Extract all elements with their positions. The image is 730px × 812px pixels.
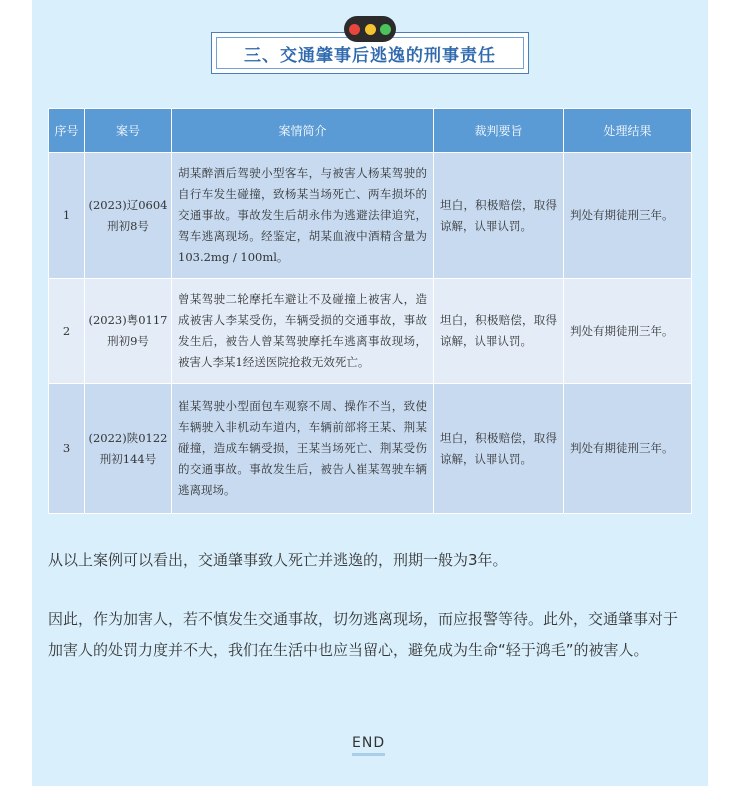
table-row xyxy=(49,153,692,279)
end-marker: END xyxy=(352,735,385,756)
cell-result: 判处有期徒刑三年。 xyxy=(564,384,692,514)
green-light xyxy=(380,24,391,35)
case-table xyxy=(48,108,692,514)
table-header-row xyxy=(49,109,692,153)
cell-gist: 坦白，积极赔偿，取得谅解，认罪认罚。 xyxy=(434,279,564,384)
cell-summary: 曾某驾驶二轮摩托车避让不及碰撞上被害人，造成被害人李某受伤，车辆受损的交通事故，事故发生后，被告人曾某驾驶摩托车逃离事故现场，被害人李某1经送医院抢救无效死亡。 xyxy=(172,279,434,384)
cell-case-no: (2022)陕0122刑初144号 xyxy=(85,384,172,514)
section-title: 三、交通肇事后逃逸的刑事责任 xyxy=(216,37,524,69)
header-gist: 裁判要旨 xyxy=(434,109,564,153)
cell-num: 3 xyxy=(49,384,85,514)
header-result: 处理结果 xyxy=(564,109,692,153)
cell-case-no: (2023)辽0604刑初8号 xyxy=(85,153,172,279)
cell-gist: 坦白，积极赔偿，取得谅解，认罪认罚。 xyxy=(434,153,564,279)
cell-num: 2 xyxy=(49,279,85,384)
red-light xyxy=(349,24,360,35)
cell-case-no: (2023)粤0117刑初9号 xyxy=(85,279,172,384)
cell-result: 判处有期徒刑三年。 xyxy=(564,153,692,279)
cell-summary: 崔某驾驶小型面包车观察不周、操作不当，致使车辆驶入非机动车道内，车辆前部将王某、荆某碰撞，造成车辆受损，王某当场死亡、荆某受伤的交通事故。事故发生后，被告人崔某驾驶车辆逃离现场。 xyxy=(172,384,434,514)
table-row xyxy=(49,384,692,514)
cell-num: 1 xyxy=(49,153,85,279)
paragraph-conclusion: 从以上案例可以看出，交通肇事致人死亡并逃逸的，刑期一般为3年。 xyxy=(48,551,508,569)
cell-result: 判处有期徒刑三年。 xyxy=(564,279,692,384)
header-case-no: 案号 xyxy=(85,109,172,153)
yellow-light xyxy=(365,24,376,35)
header-summary: 案情简介 xyxy=(172,109,434,153)
traffic-light-icon xyxy=(344,16,396,42)
paragraph-advice: 因此，作为加害人，若不慎发生交通事故，切勿逃离现场，而应报警等待。此外，交通肇事对于加害人的处罚力度并不大，我们在生活中也应当留心，避免成为生命“轻于鸿毛”的被害人。 xyxy=(48,610,679,659)
table-row xyxy=(49,279,692,384)
cell-summary: 胡某醉酒后驾驶小型客车，与被害人杨某驾驶的自行车发生碰撞，致杨某当场死亡、两车损坏的交通事故。事故发生后胡永伟为逃避法律追究，驾车逃离现场。经鉴定，胡某血液中酒精含量为103.2mg / 100ml。 xyxy=(172,153,434,279)
cell-gist: 坦白，积极赔偿，取得谅解，认罪认罚。 xyxy=(434,384,564,514)
header-num: 序号 xyxy=(49,109,85,153)
